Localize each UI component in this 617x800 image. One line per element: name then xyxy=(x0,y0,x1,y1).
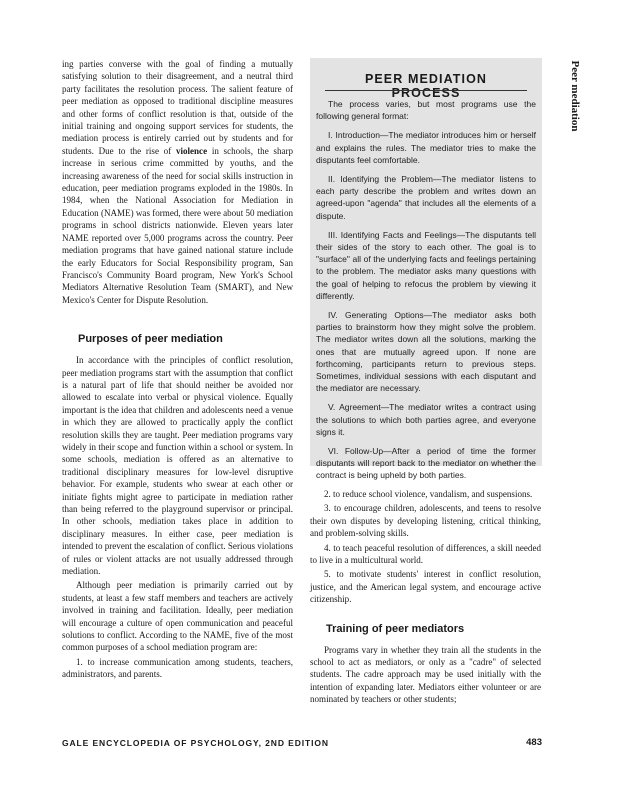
body-paragraph: Programs vary in whether they train all the students in the school to act as mediators, or only as a "cadre" of selected students. The cadre approach may be used initially with the intention of expanding later. Mediators either volunteer or are nominated by teachers or other students; xyxy=(310,644,541,705)
list-item: 3. to encourage children, adolescents, and teens to resolve their own disputes by developing listening, critical thinking, and problem-solving skills. xyxy=(310,503,541,539)
sidebar-box xyxy=(310,58,542,481)
sidebar-body xyxy=(316,98,536,489)
footer-title: GALE ENCYCLOPEDIA OF PSYCHOLOGY, 2ND EDITION xyxy=(62,738,329,748)
sidebar-step: II. Identifying the Problem—The mediator listens to each party describe the problem and writes down an agreed-upon "agenda" that includes all the elements of a dispute. xyxy=(316,174,536,221)
keyword-violence: violence xyxy=(175,145,208,156)
sidebar-step: I. Introduction—The mediator introduces him or herself and explains the rules. The mediator tries to make the disputants feel comfortable. xyxy=(316,130,536,165)
section-heading-purposes: Purposes of peer mediation xyxy=(78,333,223,346)
sidebar-divider xyxy=(325,90,527,91)
body-paragraph: Although peer mediation is primarily carried out by students, at least a few staff members and teachers are actively involved in training and facilitation. Ideally, peer mediation will encourage a culture of open communication and peaceful solutions to conflict. According to the NAME, five of the most common purposes of a school mediation program are: xyxy=(62,580,293,653)
list-item: 1. to increase communication among students, teachers, administrators, and parents. xyxy=(62,656,293,680)
list-item: 5. to motivate students' interest in conflict resolution, justice, and the American legal system, and encourage active citizenship. xyxy=(310,569,541,605)
left-column xyxy=(62,58,293,681)
sidebar-paragraph: The process varies, but most programs use the following general format: xyxy=(316,99,536,122)
sidebar-step: V. Agreement—The mediator writes a contract using the solutions to which both parties agree, and everyone signs it. xyxy=(316,402,536,437)
body-paragraph: In accordance with the principles of conflict resolution, peer mediation programs start with the assumption that conflict is a natural part of life that should neither be avoided nor allowed to escalate into verbal or physical violence. Equally important is the idea that children and adolescents need a venue in which they are allowed to practically apply the conflict resolution skills they are taught. Peer mediation programs vary widely in their scope and function within a school or system. In some schools, mediation is offered as an alternative to traditional disciplinary measures for low-level disruptive behavior. For example, students who swear at each other or initiate fights might agree to participate in mediation rather than being referred to the playground supervisor or principal. In other schools, mediation takes place in addition to disciplinary measures. In either case, peer mediation is intended to prevent the escalation of conflict. Serious violations of rules or violent attacks are not usually addressed through mediation. xyxy=(62,355,293,577)
running-head xyxy=(568,56,582,136)
sidebar-step: III. Identifying Facts and Feelings—The disputants tell their sides of the story to each other. The goal is to "surface" all of the underlying facts and feelings pertaining to the problem. The mediator asks many questions with the goal of helping to refocus the problem by viewing it differently. xyxy=(316,229,536,301)
section-heading-training: Training of peer mediators xyxy=(326,622,465,635)
right-column xyxy=(310,488,541,706)
page-number: 483 xyxy=(526,737,542,748)
sidebar-step: VI. Follow-Up—After a period of time the former disputants will report back to the mediator on whether the contract is being upheld by both parties. xyxy=(316,446,536,481)
sidebar-step: IV. Generating Options—The mediator asks both parties to brainstorm how they might solve the problem. The mediator writes down all the solutions, marking the ones that are mutually agreed upon. If none are forthcoming, participants return to previous steps. Sometimes, individual sessions with each disputant and the mediator are necessary. xyxy=(316,310,536,394)
list-item: 4. to teach peaceful resolution of differences, a skill needed to live in a multicultural world. xyxy=(310,542,541,566)
list-item: 2. to reduce school violence, vandalism, and suspensions. xyxy=(324,489,533,499)
body-paragraph: ing parties converse with the goal of finding a mutually satisfying solution to their disagreement, and a neutral third party facilitates the resolution process. The salient feature of peer mediation as opposed to traditional discipline measures and other forms of conflict resolution is that, outside of the initial training and ongoing support services for students, the mediation process is entirely carried out by students and for students. Due to the rise of violence in schools, the sharp increase in serious crime committed by youths, and the increasing awareness of the need for social skills instruction in education, peer mediation programs exploded in the 1980s. In 1984, when the National Association for Mediation in Education (NAME) was formed, there were about 50 mediation programs in school districts nationwide. Eleven years later NAME reported over 5,000 programs across the country. Peer mediation programs that have gained national stature include the early Educators for Social Responsibility program, San Francisco's Community Board program, New York's School Mediators Alternative Resolution Team (SMART), and New Mexico's Center for Dispute Resolution. xyxy=(62,59,294,305)
running-head-label: Peer mediation xyxy=(569,60,581,132)
sidebar-title: PEER MEDIATION PROCESS xyxy=(364,72,488,100)
